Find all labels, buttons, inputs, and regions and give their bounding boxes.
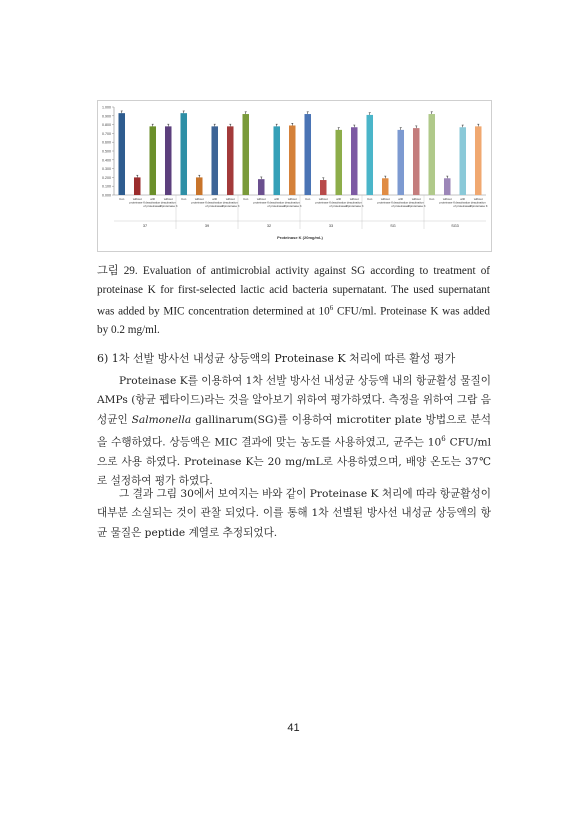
category-label-line: of proteinase K [282,203,302,208]
category-label-line: without [411,197,421,201]
bar-chart [97,100,492,252]
x-axis-label: Proteinase K (20mg/mL) [277,235,323,240]
category-label-line: of proteinase K [344,203,364,208]
category-label [469,197,488,208]
category-label-line: of proteinase K [205,203,225,208]
category-label-line: with [336,197,342,201]
category-label-line: with [460,197,466,201]
category-label-line: of proteinase K [453,203,473,208]
bar [165,126,172,195]
category-label [367,197,373,201]
category-label-line: deactivation [207,200,223,205]
bar [320,180,327,195]
p1-part-b: gallinarum(SG)를 이용하여 microtiter plate 방법으로 분석을 수행하였다. 상등액은 MIC 결과에 맞는 농도를 사용하였고, 균주는 10 [97,413,491,449]
category-label-line: deactivation [331,200,347,205]
y-tick-label: 0.900 [102,114,111,119]
group-label: 33 [328,224,334,228]
category-label-line: deactivation [470,200,486,205]
bar [413,128,420,195]
p2-text: 그 결과 그림 30에서 보여지는 바와 같이 Proteinase K 처리에 따라 항균활성이 대부분 소실되는 것이 관찰 되었다. 이를 통해 1차 선별된 방사선 내성균 상등액의 항균 물질은 peptide 계열로 추정되었다. [97,488,491,539]
figure-caption [97,262,490,340]
category-label-line: proteinase K [315,200,332,205]
category-label-line: deactivation [145,200,161,205]
bar [351,127,358,195]
category-label-line: without [318,197,328,201]
group-label: 37 [142,224,148,228]
bar [475,126,482,195]
bar [196,177,203,195]
bar [428,114,435,195]
category-label-line: deactivation [222,200,238,205]
y-tick-label: 0.200 [102,175,111,180]
category-label-line: without [194,197,204,201]
category-label-line: without [225,197,235,201]
category-label [283,197,302,208]
p1-sup: 6 [441,434,446,443]
bar [258,179,265,195]
category-label-line: with [274,197,280,201]
bar [149,126,156,195]
category-label-line: without [442,197,452,201]
chart-svg [98,101,491,251]
bar [304,114,311,195]
category-label-line: of proteinase K [220,203,240,208]
bar [211,126,218,195]
bar [459,127,466,195]
category-label-line: proteinase K [191,200,208,205]
category-label-line: of proteinase K [143,203,163,208]
category-label-line: deactivation [269,200,285,205]
category-label-line: Con [119,197,125,201]
y-tick-label: 0.800 [102,123,111,128]
category-label-line: of proteinase K [267,203,287,208]
category-label [159,197,178,208]
category-label-line: deactivation [408,200,424,205]
caption-prefix: 그림 29. [97,265,138,277]
y-tick-label: 0.500 [102,149,111,154]
category-label [243,197,249,201]
category-label [345,197,364,208]
caption-text: Evaluation of antimicrobial activity against SG according to treatment of proteinase K for first-selected lactic acid bacteria supernatant. The used supernatant was added by MIC concentration determined at 10 [97,265,491,318]
bar [242,114,249,195]
category-label [305,197,311,201]
bar [273,126,280,195]
category-label-line: without [349,197,359,201]
category-label-line: Con [181,197,187,201]
bar [289,125,296,195]
bar [118,113,125,195]
bar [227,126,234,195]
category-label [407,197,426,208]
category-label-line: with [398,197,404,201]
caption-tail: CFU/ml. Proteinase K was added by 0.2 mg/ml. [97,305,490,337]
group-label: SG [390,224,396,228]
bar [397,130,404,195]
category-label-line: with [150,197,156,201]
y-tick-label: 0.300 [102,167,111,172]
y-tick-label: 0.400 [102,158,111,163]
category-label-line: Con [367,197,373,201]
category-label-line: without [287,197,297,201]
category-label-line: of proteinase K [329,203,349,208]
category-label-line: deactivation [346,200,362,205]
category-label-line: of proteinase K [468,203,488,208]
category-label [181,197,187,201]
category-label-line: proteinase K [377,200,394,205]
paragraph-2 [97,485,491,543]
bar [382,178,389,195]
p1-italic: Salmonella [131,413,192,426]
category-label-line: deactivation [393,200,409,205]
bar [366,115,373,195]
category-label-line: without [132,197,142,201]
category-label-line: Con [305,197,311,201]
category-label-line: of proteinase K [406,203,426,208]
p1-part-a: Proteinase K를 이용하여 1차 선발 방사선 내성균 상등액 내의 항균활성 물질이 AMPs (항균 펩타이드)라는 것을 알아보기 위하여 평가하였다. 측정을 위하여 그람 음성균인 [97,375,491,426]
group-label: 32 [266,224,272,228]
section-heading: 6) 1차 선발 방사선 내성균 상등액의 Proteinase K 처리에 따른 활성 평가 [97,352,456,365]
paragraph-1 [97,372,491,491]
bar [180,113,187,195]
y-tick-label: 0.100 [102,184,111,189]
category-label-line: of proteinase K [391,203,411,208]
category-label-line: Con [243,197,249,201]
category-label-line: Con [429,197,435,201]
group-label: SG3 [451,224,459,228]
category-label [221,197,240,208]
page-number: 41 [287,722,300,734]
category-label-line: proteinase K [253,200,270,205]
bar [335,130,342,195]
y-tick-label: 1.000 [102,105,111,110]
category-label-line: of proteinase K [158,203,178,208]
caption-sup: 6 [329,304,334,312]
category-label-line: deactivation [455,200,471,205]
category-label-line: without [163,197,173,201]
category-label-line: deactivation [160,200,176,205]
category-label-line: without [473,197,483,201]
y-tick-label: 0.000 [102,193,111,198]
bar [444,178,451,195]
category-label-line: with [212,197,218,201]
y-tick-label: 0.700 [102,131,111,136]
group-label: 39 [204,224,210,228]
category-label-line: without [256,197,266,201]
bar [134,177,141,195]
category-label-line: proteinase K [129,200,146,205]
category-label [119,197,125,201]
y-tick-label: 0.600 [102,140,111,145]
category-label-line: deactivation [284,200,300,205]
category-label-line: without [380,197,390,201]
category-label [429,197,435,201]
p1-part-c: CFU/ml으로 사용 하였다. Proteinase K는 20 mg/mL로 사용하였으며, 배양 온도는 37℃로 설정하여 평가 하였다. [97,436,491,488]
category-label-line: proteinase K [439,200,456,205]
